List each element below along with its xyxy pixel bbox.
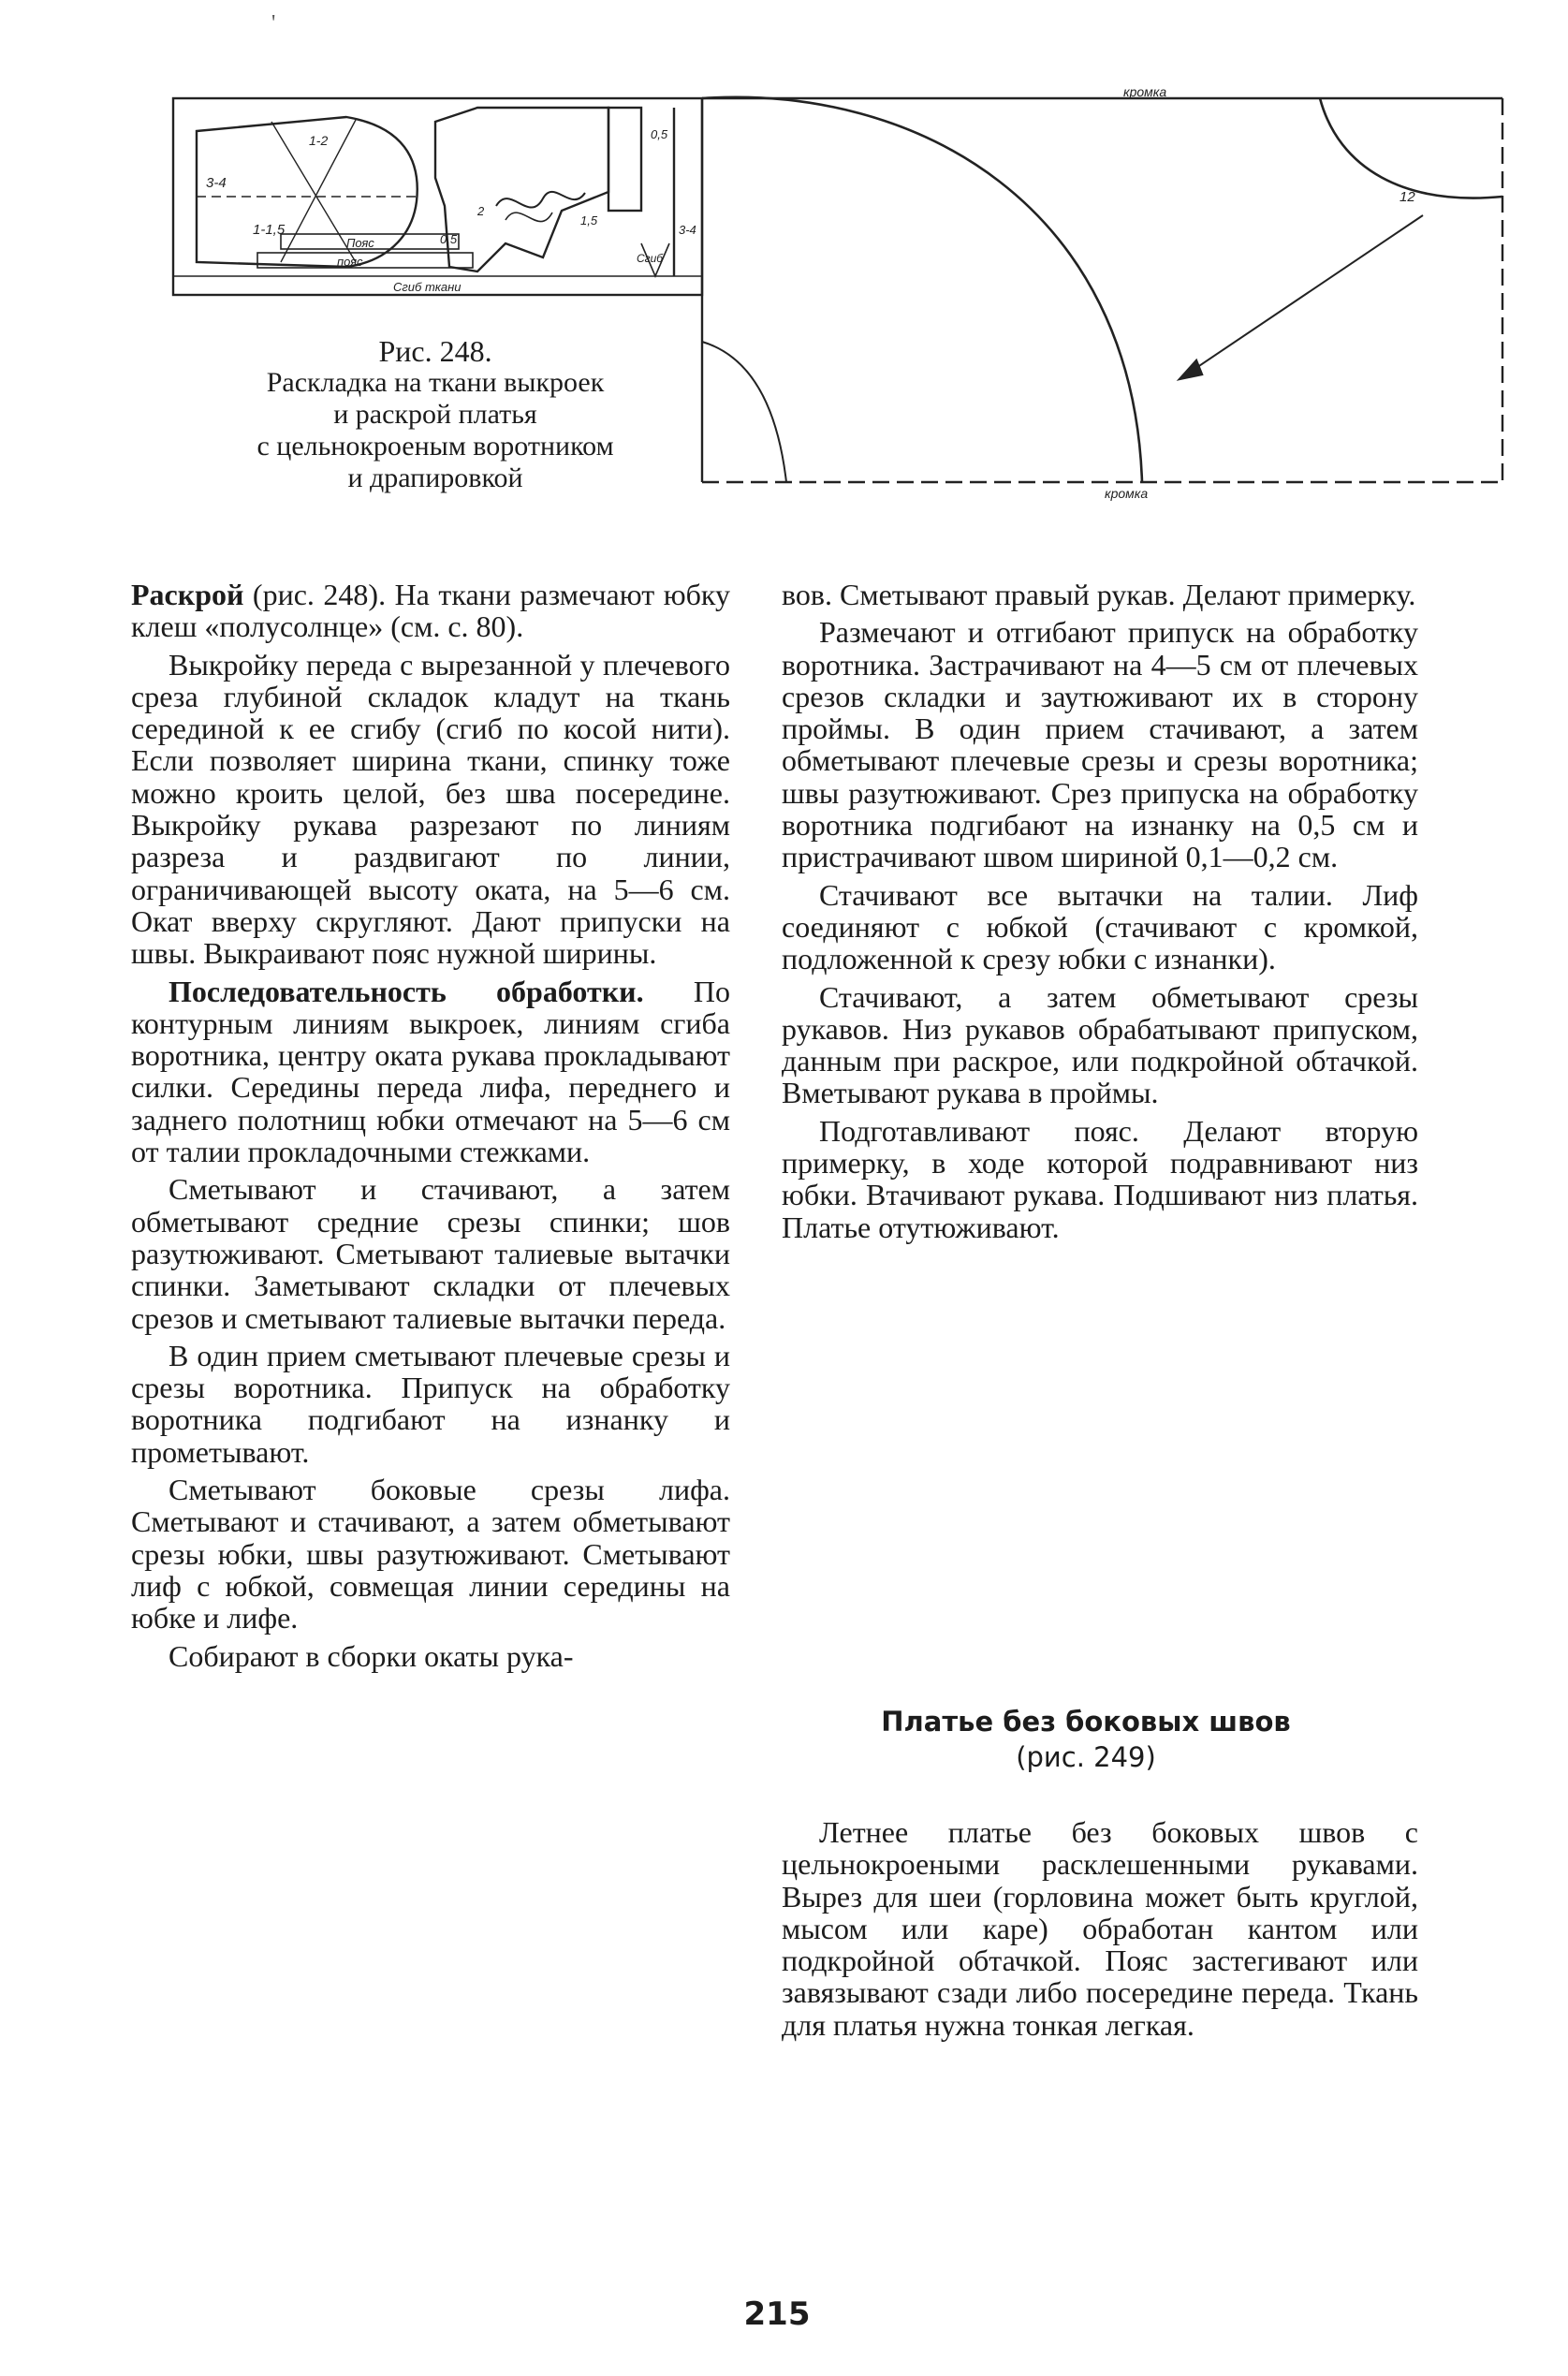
label-15b: 1,5: [580, 213, 598, 227]
paragraph: [131, 1173, 730, 1333]
label-12r: 12: [1399, 189, 1415, 205]
paragraph: Летнее платье без боковых швов с цельнокроеными расклешенными рукавами. Вырез для шеи (горловина может быть круглой, мысом или каре) обработан кантом или подкройной обтачкой. Пояс застегивают или завязывают сзади либо посередине переда. Ткань для платья нужна тонкая легкая.: [782, 1815, 1418, 2042]
page-number: 215: [743, 2295, 811, 2333]
section-body: [782, 1816, 1418, 2046]
right-text-column: [782, 579, 1418, 1249]
label-belt-1: Пояс: [346, 236, 374, 250]
radius-arrow: [1180, 215, 1423, 379]
paragraph-text: (рис. 248). На ткани размечают юбку клеш «полусолнце» (см. с. 80).: [131, 578, 730, 644]
label-2: 2: [477, 204, 485, 218]
collar-piece: [608, 108, 641, 211]
paragraph-text: По контурным линиям выкроек, линиям сгиба воротника, центру оката рукава прокладывают силки. Середины переда лифа, переднего и заднего полотнищ юбки отмечают на 5—6 см от талии прокладочными стежками.: [131, 974, 730, 1169]
section-title: Платье без боковых швов: [881, 1706, 1291, 1738]
bodice-pattern: [435, 108, 608, 271]
caption-title: Рис. 248.: [378, 334, 492, 368]
skirt-inner-arc: [702, 342, 786, 482]
caption-line: с цельнокроеным воротником: [256, 431, 614, 462]
paragraph: Стачивают все вытачки на талии. Лиф соединяют с юбкой (стачивают с кромкой, подложенной к срезу юбки с изнанки).: [782, 877, 1418, 976]
left-text-column: [131, 579, 730, 1678]
paragraph: Размечают и отгибают припуск на обработку воротника. Застрачивают на 4—5 см от плечевых срезов складки и заутюживают их в сторону проймы. В один прием стачивают, а затем обметывают плечевые срезы и срезы воротника; швы разутюживают. Срез припуска на обработку воротника подгибают на изнанку на 0,5 см и пристрачивают швом шириной 0,1—0,2 см.: [782, 615, 1418, 874]
label-belt-2: пояс: [337, 255, 363, 269]
paragraph: [131, 579, 730, 643]
paragraph: [131, 649, 730, 970]
label-edge-bottom: кромка: [1105, 486, 1149, 501]
label-edge-top: кромка: [1123, 84, 1167, 99]
label-34b: 3-4: [679, 223, 696, 237]
paragraph: Стачивают, а затем обметывают срезы рукавов. Низ рукавов обрабатывают припуском, данным при раскрое, или подкройной обтачкой. Вметывают рукава в проймы.: [782, 979, 1418, 1110]
paragraph-text: Собирают в сборки окаты рука-: [169, 1638, 574, 1673]
label-15: 1-1,5: [253, 222, 286, 238]
figure-caption: [159, 335, 711, 494]
fabric-rectangle-left: [173, 98, 702, 295]
paragraph: [131, 1474, 730, 1634]
label-12: 1-2: [309, 133, 329, 148]
label-fold-short: Сгиб: [637, 252, 664, 265]
paragraph: вов. Сметывают правый рукав. Делают примерку.: [782, 578, 1416, 611]
paragraph-text: Сметывают боковые срезы лифа. Сметывают и стачивают, а затем обметывают срезы юбки, швы разутюживают. Сметывают лиф с юбкой, совмещая линии середины на юбке и лифе.: [131, 1473, 730, 1635]
paragraph: Подготавливают пояс. Делают вторую примерку, в ходе которой подравнивают низ юбки. Втачивают рукава. Подшивают низ платья. Платье отутюживают.: [782, 1113, 1418, 1244]
section-heading: [843, 1704, 1329, 1775]
scan-mark: ': [271, 11, 276, 36]
section-figure-ref: (рис. 249): [1016, 1741, 1156, 1773]
skirt-outer-arc: [702, 97, 1142, 482]
label-fold: Сгиб ткани: [393, 280, 462, 294]
paragraph-text: В один прием сметывают плечевые срезы и срезы воротника. Припуск на обработку воротника подгибают на изнанку и прометывают.: [131, 1338, 730, 1469]
sleeve-pattern: [197, 117, 418, 267]
paragraph: [131, 975, 730, 1168]
caption-line: Раскладка на ткани выкроек: [266, 367, 605, 398]
label-05b: 0,5: [440, 232, 458, 246]
waist-arc: [1320, 98, 1502, 198]
run-in-heading: Раскрой: [131, 578, 244, 611]
paragraph-text: Выкройку переда с вырезанной у плечевого среза глубиной складок кладут на ткань серединой к ее сгибу (сгиб по косой нити). Если позволяет ширина ткани, спинку тоже можно кроить целой, без шва посередине. Выкройку рукава разрезают по линиям разреза и раздвигают по линии, ограничивающей высоту оката, на 5—6 см. Окат вверху скругляют. Дают припуски на швы. Выкраивают пояс нужной ширины.: [131, 647, 730, 971]
caption-line: и раскрой платья: [333, 399, 537, 430]
paragraph: [131, 1340, 730, 1468]
paragraph: [131, 1640, 730, 1672]
label-34: 3-4: [206, 175, 227, 191]
label-05: 0,5: [651, 127, 668, 141]
run-in-heading: Последовательность обработки.: [169, 974, 644, 1008]
caption-line: и драпировкой: [347, 462, 523, 493]
paragraph-text: Сметывают и стачивают, а затем обметывают средние срезы спинки; шов разутюживают. Сметывают талиевые вытачки спинки. Заметывают складки от плечевых срезов и сметывают талиевые вытачки переда.: [131, 1172, 730, 1335]
